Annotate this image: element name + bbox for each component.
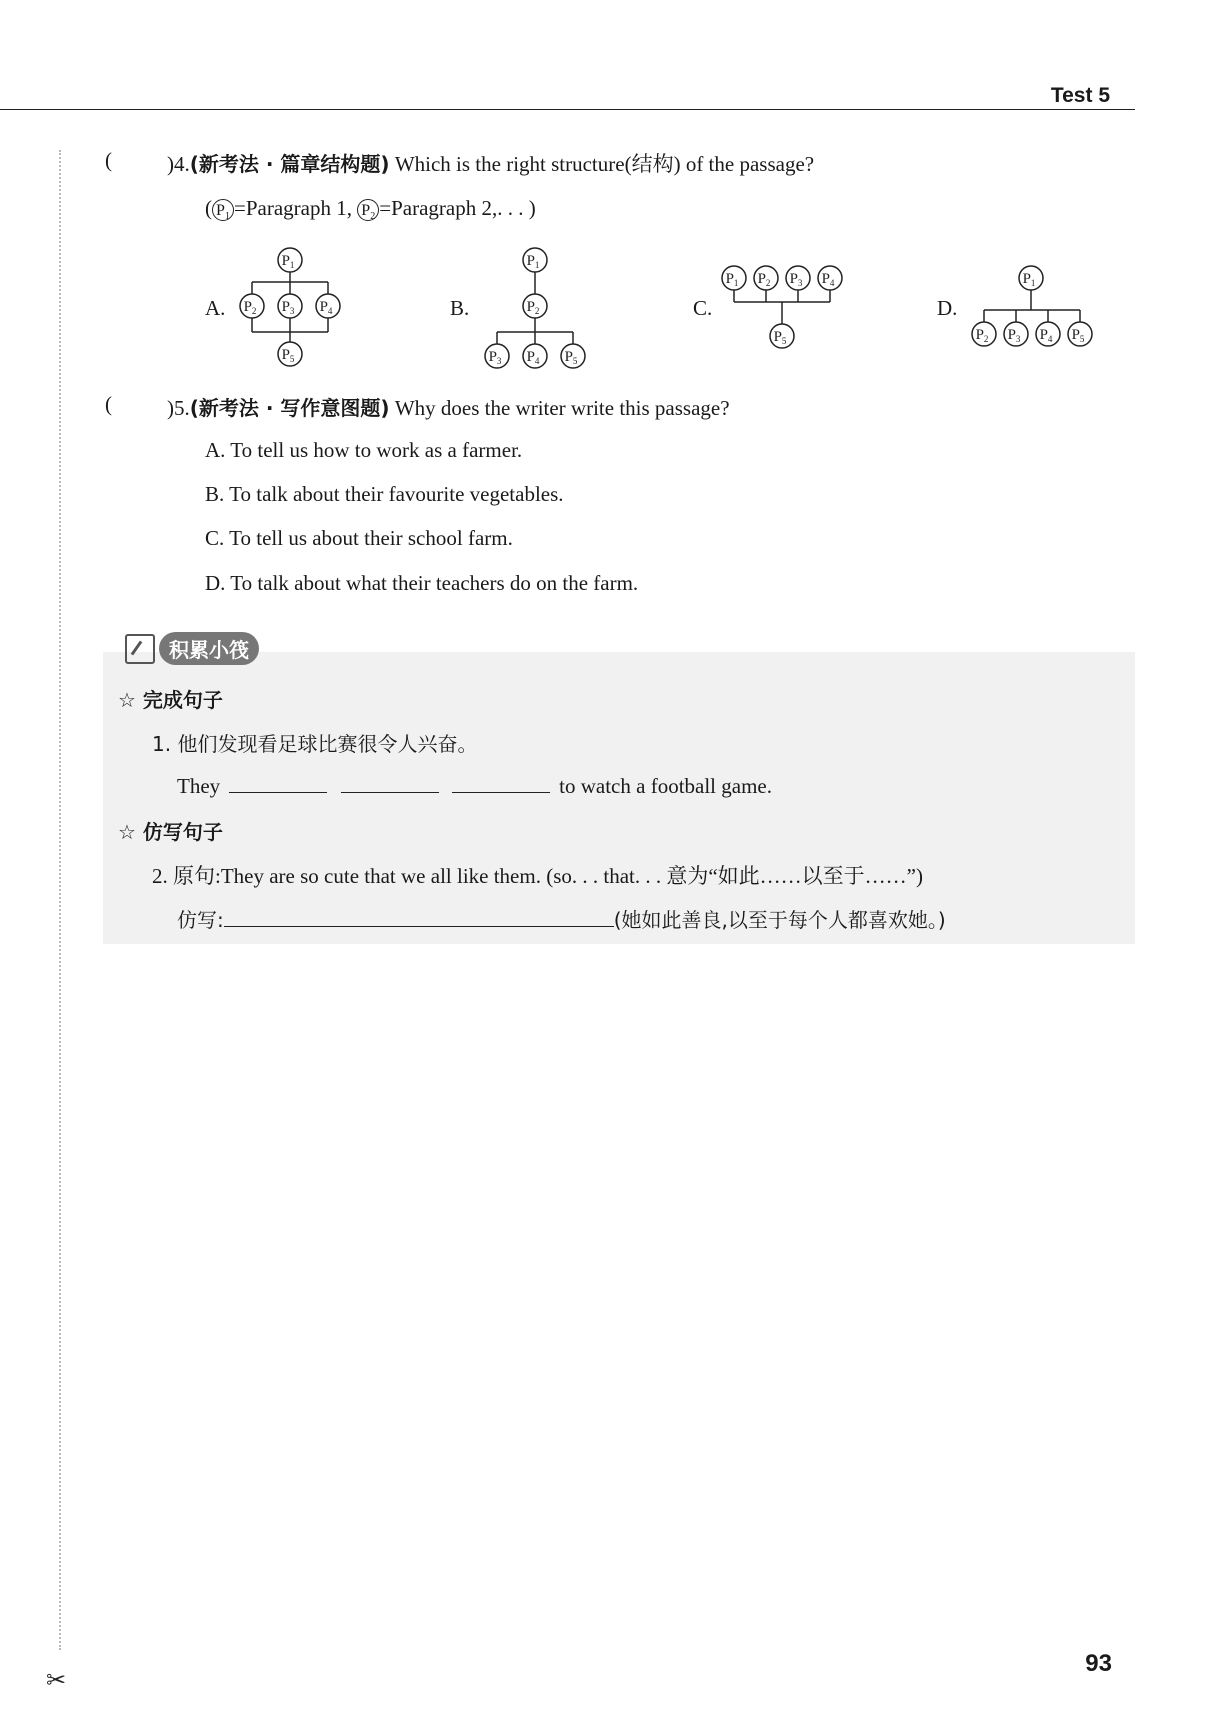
q4-legend-open: ( [205,196,212,220]
q4-diagram-c [718,260,858,355]
item1-blank-1[interactable] [229,772,327,793]
q4-number: )4. [167,152,190,176]
q5-option-c: C. To tell us about their school farm. [205,526,513,550]
section-complete-sentences: ☆ 完成句子 [118,688,223,712]
q4-text: Which is the right structure(结构) of the passage? [394,152,815,176]
q4-answer-paren[interactable]: ( [105,148,112,172]
svg-text:P1: $P_1$ [725,271,739,288]
svg-text:P2: $P_2$ [243,299,257,316]
q4-legend [205,196,536,221]
svg-text:P5: $P_5$ [281,347,295,364]
svg-text:P2: $P_2$ [526,299,540,316]
q5-option-a: A. To tell us how to work as a farmer. [205,438,523,462]
header-rule [0,109,1135,110]
item1-start: They [177,774,221,798]
item2-blank[interactable] [224,906,614,927]
q5-option-d: D. To talk about what their teachers do on the farm. [205,571,639,595]
p2-circle-icon: $P_2$ [357,199,379,221]
notes-badge [125,632,259,665]
q5-option-b: B. To talk about their favourite vegetables. [205,482,564,506]
svg-text:P5: $P_5$ [564,349,578,366]
item1-blank-2[interactable] [341,772,439,793]
q4-legend-p2: =Paragraph 2,. . . ) [379,196,536,220]
svg-text:P3: $P_3$ [1007,327,1021,344]
q4-option-a-label: A. [205,296,226,320]
svg-text:P4: $P_4$ [1039,327,1053,344]
section-imitate-sentences: ☆ 仿写句子 [118,820,223,844]
svg-text:P4: $P_4$ [526,349,540,366]
svg-text:P3: $P_3$ [488,349,502,366]
item2-hint: (她如此善良,以至于每个人都喜欢她。) [613,908,946,932]
svg-text:P1: $P_1$ [281,253,295,270]
notes-badge-label: 积累小筏 [159,632,259,665]
svg-text:P5: $P_5$ [773,329,787,346]
q5-stem [167,392,730,421]
svg-text:P3: $P_3$ [281,299,295,316]
svg-text:P4: $P_4$ [319,299,333,316]
q4-diagram-d [962,260,1102,355]
q5-number: )5. [167,396,190,420]
q5-answer-paren[interactable]: ( [105,392,112,416]
item1-sentence [177,772,772,799]
pencil-note-icon [125,634,155,664]
q4-option-c-label: C. [693,296,713,320]
q4-tag: (新考法 · 篇章结构题) [189,152,390,176]
q4-option-b-label: B. [450,296,470,320]
scissors-icon: ✂ [46,1668,67,1694]
q4-stem [167,148,814,178]
item1-prompt: 1. 他们发现看足球比赛很令人兴奋。 [152,732,478,756]
page-number: 93 [1085,1650,1112,1677]
item1-blank-3[interactable] [452,772,550,793]
svg-text:P5: $P_5$ [1071,327,1085,344]
svg-text:P1: $P_1$ [1022,271,1036,288]
q4-legend-p1: =Paragraph 1, [234,196,352,220]
svg-text:P4: $P_4$ [821,271,835,288]
svg-text:P2: $P_2$ [975,327,989,344]
p1-circle-icon: $P_1$ [212,199,234,221]
svg-text:P1: $P_1$ [526,253,540,270]
svg-text:P3: $P_3$ [789,271,803,288]
item1-end: to watch a football game. [559,774,772,798]
page-header-title: Test 5 [1050,84,1110,107]
item2-prompt: 2. 原句:They are so cute that we all like them. (so. . . that. . . 意为“如此……以至于……”) [152,864,924,888]
q5-tag: (新考法 · 写作意图题) [189,396,390,420]
item2-answer-line [177,904,946,933]
q4-diagram-a [232,242,352,372]
svg-text:P2: $P_2$ [757,271,771,288]
cut-line [59,150,61,1650]
q4-diagram-b [470,242,600,372]
q4-option-d-label: D. [937,296,958,320]
item2-label: 仿写: [177,908,224,932]
q5-text: Why does the writer write this passage? [394,396,730,420]
